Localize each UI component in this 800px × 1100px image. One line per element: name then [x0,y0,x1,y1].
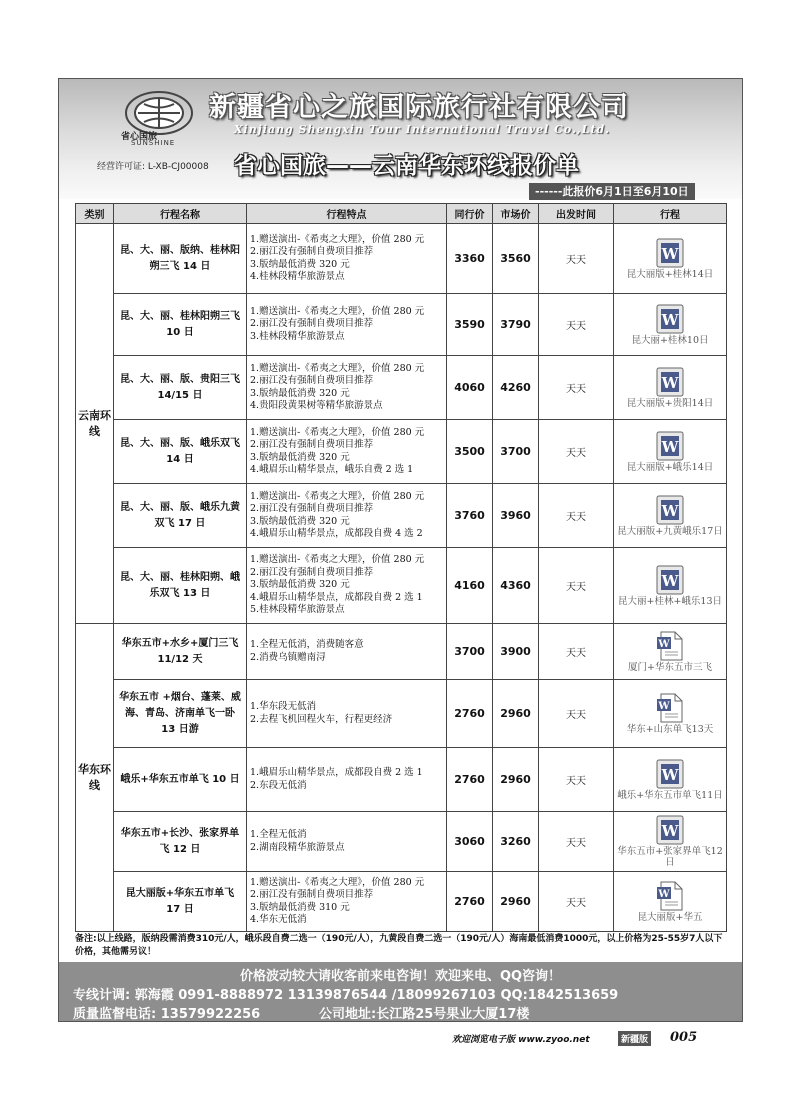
col-header-departure: 出发时间 [539,204,614,224]
feature-line: 3.版纳最低消费 310 元 [250,901,350,913]
table-row [76,624,727,680]
word-document-icon[interactable] [656,495,684,525]
departure-time: 天天 [539,680,614,748]
route-features [247,680,447,748]
market-price: 4360 [493,548,539,624]
word-document-icon[interactable] [656,815,684,845]
category-cell: 华东环线 [76,624,114,932]
route-name: 昆、大、丽、桂林阳朔、峨乐双飞 13 日 [114,548,247,624]
word-document-icon[interactable] [656,304,684,334]
departure-time: 天天 [539,484,614,548]
market-price: 2960 [493,748,539,812]
col-header-features: 行程特点 [247,204,447,224]
col-header-peer-price: 同行价 [447,204,493,224]
feature-line: 1.赠送演出-《希夷之大理》，价值 280 元 [250,426,425,438]
peer-price: 4060 [447,356,493,420]
peer-price: 3500 [447,420,493,484]
departure-time: 天天 [539,420,614,484]
itinerary-file-link[interactable] [614,815,726,868]
itinerary-file-name[interactable]: 昆大丽版+峨乐14日 [626,461,714,473]
feature-line: 2.丽江没有强制自费项目推荐 [250,503,374,514]
word-document-icon[interactable] [656,565,684,595]
route-features [247,624,447,680]
logo-subtext: SUNSHINE [131,139,176,147]
company-address: 公司地址:长江路25号果业大厦17楼 [319,1007,530,1022]
route-name: 华东五市+长沙、张家界单飞 12 日 [114,812,247,872]
table-row [76,680,727,748]
feature-line: 2.丽江没有强制自费项目推荐 [250,246,374,257]
svg-text:W: W [661,373,679,392]
feature-line: 2.东段无低消 [250,779,307,791]
itinerary-file-link[interactable] [614,495,726,537]
svg-text:W: W [658,700,670,712]
departure-time: 天天 [539,812,614,872]
col-header-category: 类别 [76,204,114,224]
peer-price: 3700 [447,624,493,680]
feature-line: 4.桂林段精华旅游景点 [250,271,345,282]
svg-text:W: W [661,822,679,840]
feature-line: 1.赠送演出-《希夷之大理》，价值 280 元 [250,490,425,502]
feature-line: 2.消费乌镇赠南浔 [250,651,326,663]
departure-time: 天天 [539,294,614,356]
itinerary-file-name[interactable]: 昆大丽版+九黄峨乐17日 [617,525,723,537]
itinerary-file-cell[interactable] [614,680,727,748]
svg-text:W: W [661,501,679,520]
feature-line: 1.赠送演出-《希夷之大理》，价值 280 元 [250,876,425,888]
itinerary-file-cell[interactable] [614,624,727,680]
itinerary-file-cell[interactable] [614,812,727,872]
peer-price: 2760 [447,748,493,812]
peer-price: 3760 [447,484,493,548]
feature-line: 2.丽江没有强制自费项目推荐 [250,439,374,450]
itinerary-file-cell[interactable] [614,484,727,548]
feature-line: 1.赠送演出-《希夷之大理》，价值 280 元 [250,305,425,317]
feature-line: 2.丽江没有强制自费项目推荐 [250,889,374,900]
itinerary-file-name[interactable]: 厦门+华东五市三飞 [628,661,712,673]
word-document-icon[interactable] [656,367,684,397]
page-frame [58,78,743,1022]
feature-line: 4.峨眉乐山精华景点，峨乐自费 2 选 1 [250,464,414,475]
table-row [76,420,727,484]
peer-price: 4160 [447,548,493,624]
itinerary-file-link[interactable] [614,693,726,735]
market-price: 2960 [493,680,539,748]
svg-text:W: W [661,244,679,263]
itinerary-file-link[interactable] [614,631,726,673]
feature-line: 4.贵阳段黄果树等精华旅游景点 [250,400,383,411]
word-document-icon[interactable] [656,431,684,461]
banner-slogan: 价格波动较大请收客前来电咨询！欢迎来电、QQ咨询！ [239,969,562,984]
feature-line: 2.丽江没有强制自费项目推荐 [250,566,374,578]
itinerary-file-link[interactable] [614,881,726,923]
market-price: 3790 [493,294,539,356]
company-name-cn: 新疆省心之旅国际旅行社有限公司 [209,92,629,123]
itinerary-file-cell[interactable] [614,748,727,812]
feature-line: 1.华东段无低消 [250,701,317,712]
page-title: 省心国旅——云南华东环线报价单 [234,153,579,179]
itinerary-file-name[interactable]: 华东五市+张家界单飞12日 [617,846,723,868]
itinerary-file-cell[interactable] [614,294,727,356]
route-features [247,484,447,548]
route-features [247,548,447,624]
route-features [247,420,447,484]
route-name: 昆、大、丽、版、贵阳三飞 14/15 日 [114,356,247,420]
license-number: 经营许可证: L-XB-CJ00008 [97,162,209,172]
table-row [76,812,727,872]
feature-line: 3.版纳最低消费 320 元 [250,451,350,463]
peer-price: 3360 [447,224,493,294]
route-name: 昆、大、丽、版、峨乐双飞 14 日 [114,420,247,484]
quality-phone: 质量监督电话: 13579922256 [73,1007,261,1022]
company-name-en: Xinjiang Shengxin Tour International Travel Co.,Ltd. [234,123,611,136]
market-price: 3260 [493,812,539,872]
itinerary-file-cell[interactable] [614,224,727,294]
itinerary-file-name[interactable]: 华东+山东单飞13天 [626,723,714,735]
peer-price: 3590 [447,294,493,356]
market-price: 3700 [493,420,539,484]
route-name: 华东五市 +烟台、蓬莱、威海、青岛、济南单飞一卧 13 日游 [114,680,247,748]
table-row [76,748,727,812]
feature-line: 4.峨眉乐山精华景点，成都段自费 2 选 1 [250,591,423,603]
route-features [247,356,447,420]
route-name: 华东五市+水乡+厦门三飞 11/12 天 [114,624,247,680]
market-price: 3560 [493,224,539,294]
table-row [76,548,727,624]
itinerary-file-cell[interactable] [614,872,727,932]
departure-time: 天天 [539,224,614,294]
itinerary-file-link[interactable] [614,238,726,280]
feature-line: 1.赠送演出-《希夷之大理》，价值 280 元 [250,554,425,566]
feature-line: 1.全程无低消 [250,829,307,840]
table-row [76,294,727,356]
route-name: 峨乐+华东五市单飞 10 日 [114,748,247,812]
footnote: 备注:以上线路，版纳段需消费310元/人，峨乐段自费二选一（190元/人），九黄段自费二选一（190元/人）海南最低消费1000元，以上价格为25-55岁7人以下价格，其他需另议！ [75,934,723,957]
peer-price: 2760 [447,872,493,932]
itinerary-file-name[interactable]: 昆大丽版+桂林14日 [626,268,714,280]
footer-website[interactable]: 欢迎浏览电子版 www.zyoo.net [452,1035,590,1045]
svg-text:W: W [661,571,679,590]
peer-price: 2760 [447,680,493,748]
itinerary-file-name[interactable]: 昆大丽版+华五 [637,911,703,923]
feature-line: 3.版纳最低消费 320 元 [250,515,350,527]
category-cell: 云南环线 [76,224,114,624]
page-number: 005 [670,1030,698,1045]
table-row [76,484,727,548]
logo-text: 省心国旅 [121,132,158,142]
word-document-icon[interactable] [656,238,684,268]
word-document-icon[interactable] [656,881,684,911]
hotline-text: 专线计调: 郭海霞 0991-8888972 13139876544 /18099267103 QQ:1842513659 [73,988,619,1003]
feature-line: 5.桂林段精华旅游景点 [250,604,345,616]
itinerary-file-name[interactable]: 昆大丽版+贵阳14日 [626,397,714,409]
feature-line: 3.桂林段精华旅游景点 [250,330,345,342]
itinerary-file-name[interactable]: 昆大丽+桂林10日 [631,334,709,346]
validity-badge: ------此报价6月1日至6月10日 [529,183,695,200]
itinerary-file-link[interactable] [614,759,726,801]
market-price: 2960 [493,872,539,932]
col-header-route: 行程名称 [114,204,247,224]
feature-line: 2.去程飞机回程火车，行程更经济 [250,713,393,725]
contact-banner [59,962,742,1022]
header [59,79,742,199]
feature-line: 1.赠送演出-《希夷之大理》，价值 280 元 [250,233,425,245]
itinerary-file-link[interactable] [614,367,726,409]
feature-line: 3.版纳最低消费 320 元 [250,258,350,270]
market-price: 4260 [493,356,539,420]
svg-text:W: W [658,888,670,900]
departure-time: 天天 [539,624,614,680]
route-name: 昆、大、丽、桂林阳朔三飞 10 日 [114,294,247,356]
word-document-icon[interactable] [656,693,684,723]
itinerary-file-link[interactable] [614,431,726,473]
route-name: 昆、大、丽、版纳、桂林阳朔三飞 14 日 [114,224,247,294]
table-row [76,224,727,294]
route-features [247,872,447,932]
price-table [75,203,727,932]
departure-time: 天天 [539,748,614,812]
market-price: 3900 [493,624,539,680]
table-row [76,872,727,932]
svg-text:W: W [661,437,679,456]
departure-time: 天天 [539,356,614,420]
feature-line: 3.版纳最低消费 320 元 [250,387,350,399]
table-row [76,356,727,420]
market-price: 3960 [493,484,539,548]
departure-time: 天天 [539,872,614,932]
route-features [247,224,447,294]
feature-line: 3.版纳最低消费 320 元 [250,579,350,591]
itinerary-file-link[interactable] [614,565,726,607]
feature-line: 4.峨眉乐山精华景点，成都段自费 4 选 2 [250,528,423,539]
route-features [247,748,447,812]
feature-line: 1.峨眉乐山精华景点，成都段自费 2 选 1 [250,767,423,778]
itinerary-file-cell[interactable] [614,420,727,484]
col-header-market-price: 市场价 [493,204,539,224]
itinerary-file-name[interactable]: 昆大丽+桂林+峨乐13日 [617,595,722,607]
word-document-icon[interactable] [656,631,684,661]
route-features [247,294,447,356]
peer-price: 3060 [447,812,493,872]
svg-text:W: W [661,765,679,784]
itinerary-file-cell[interactable] [614,548,727,624]
edition-tag: 新疆版 [618,1031,651,1046]
feature-line: 1.赠送演出-《希夷之大理》，价值 280 元 [250,362,425,374]
feature-line: 4.华东无低消 [250,914,307,925]
table-header-row [76,204,727,224]
route-features [247,812,447,872]
departure-time: 天天 [539,548,614,624]
page-footer [452,1030,742,1046]
feature-line: 2.丽江没有强制自费项目推荐 [250,318,374,330]
route-name: 昆大丽版+华东五市单飞 17 日 [114,872,247,932]
svg-text:W: W [658,638,670,650]
itinerary-file-name[interactable]: 峨乐+华东五市单飞11日 [617,789,723,801]
col-header-itinerary: 行程 [614,204,727,224]
feature-line: 1.全程无低消，消费随客意 [250,639,364,650]
feature-line: 2.湖南段精华旅游景点 [250,841,345,853]
route-name: 昆、大、丽、版、峨乐九黄双飞 17 日 [114,484,247,548]
itinerary-file-cell[interactable] [614,356,727,420]
word-document-icon[interactable] [656,759,684,789]
feature-line: 2.丽江没有强制自费项目推荐 [250,375,374,386]
svg-text:W: W [661,310,679,329]
itinerary-file-link[interactable] [614,304,726,346]
